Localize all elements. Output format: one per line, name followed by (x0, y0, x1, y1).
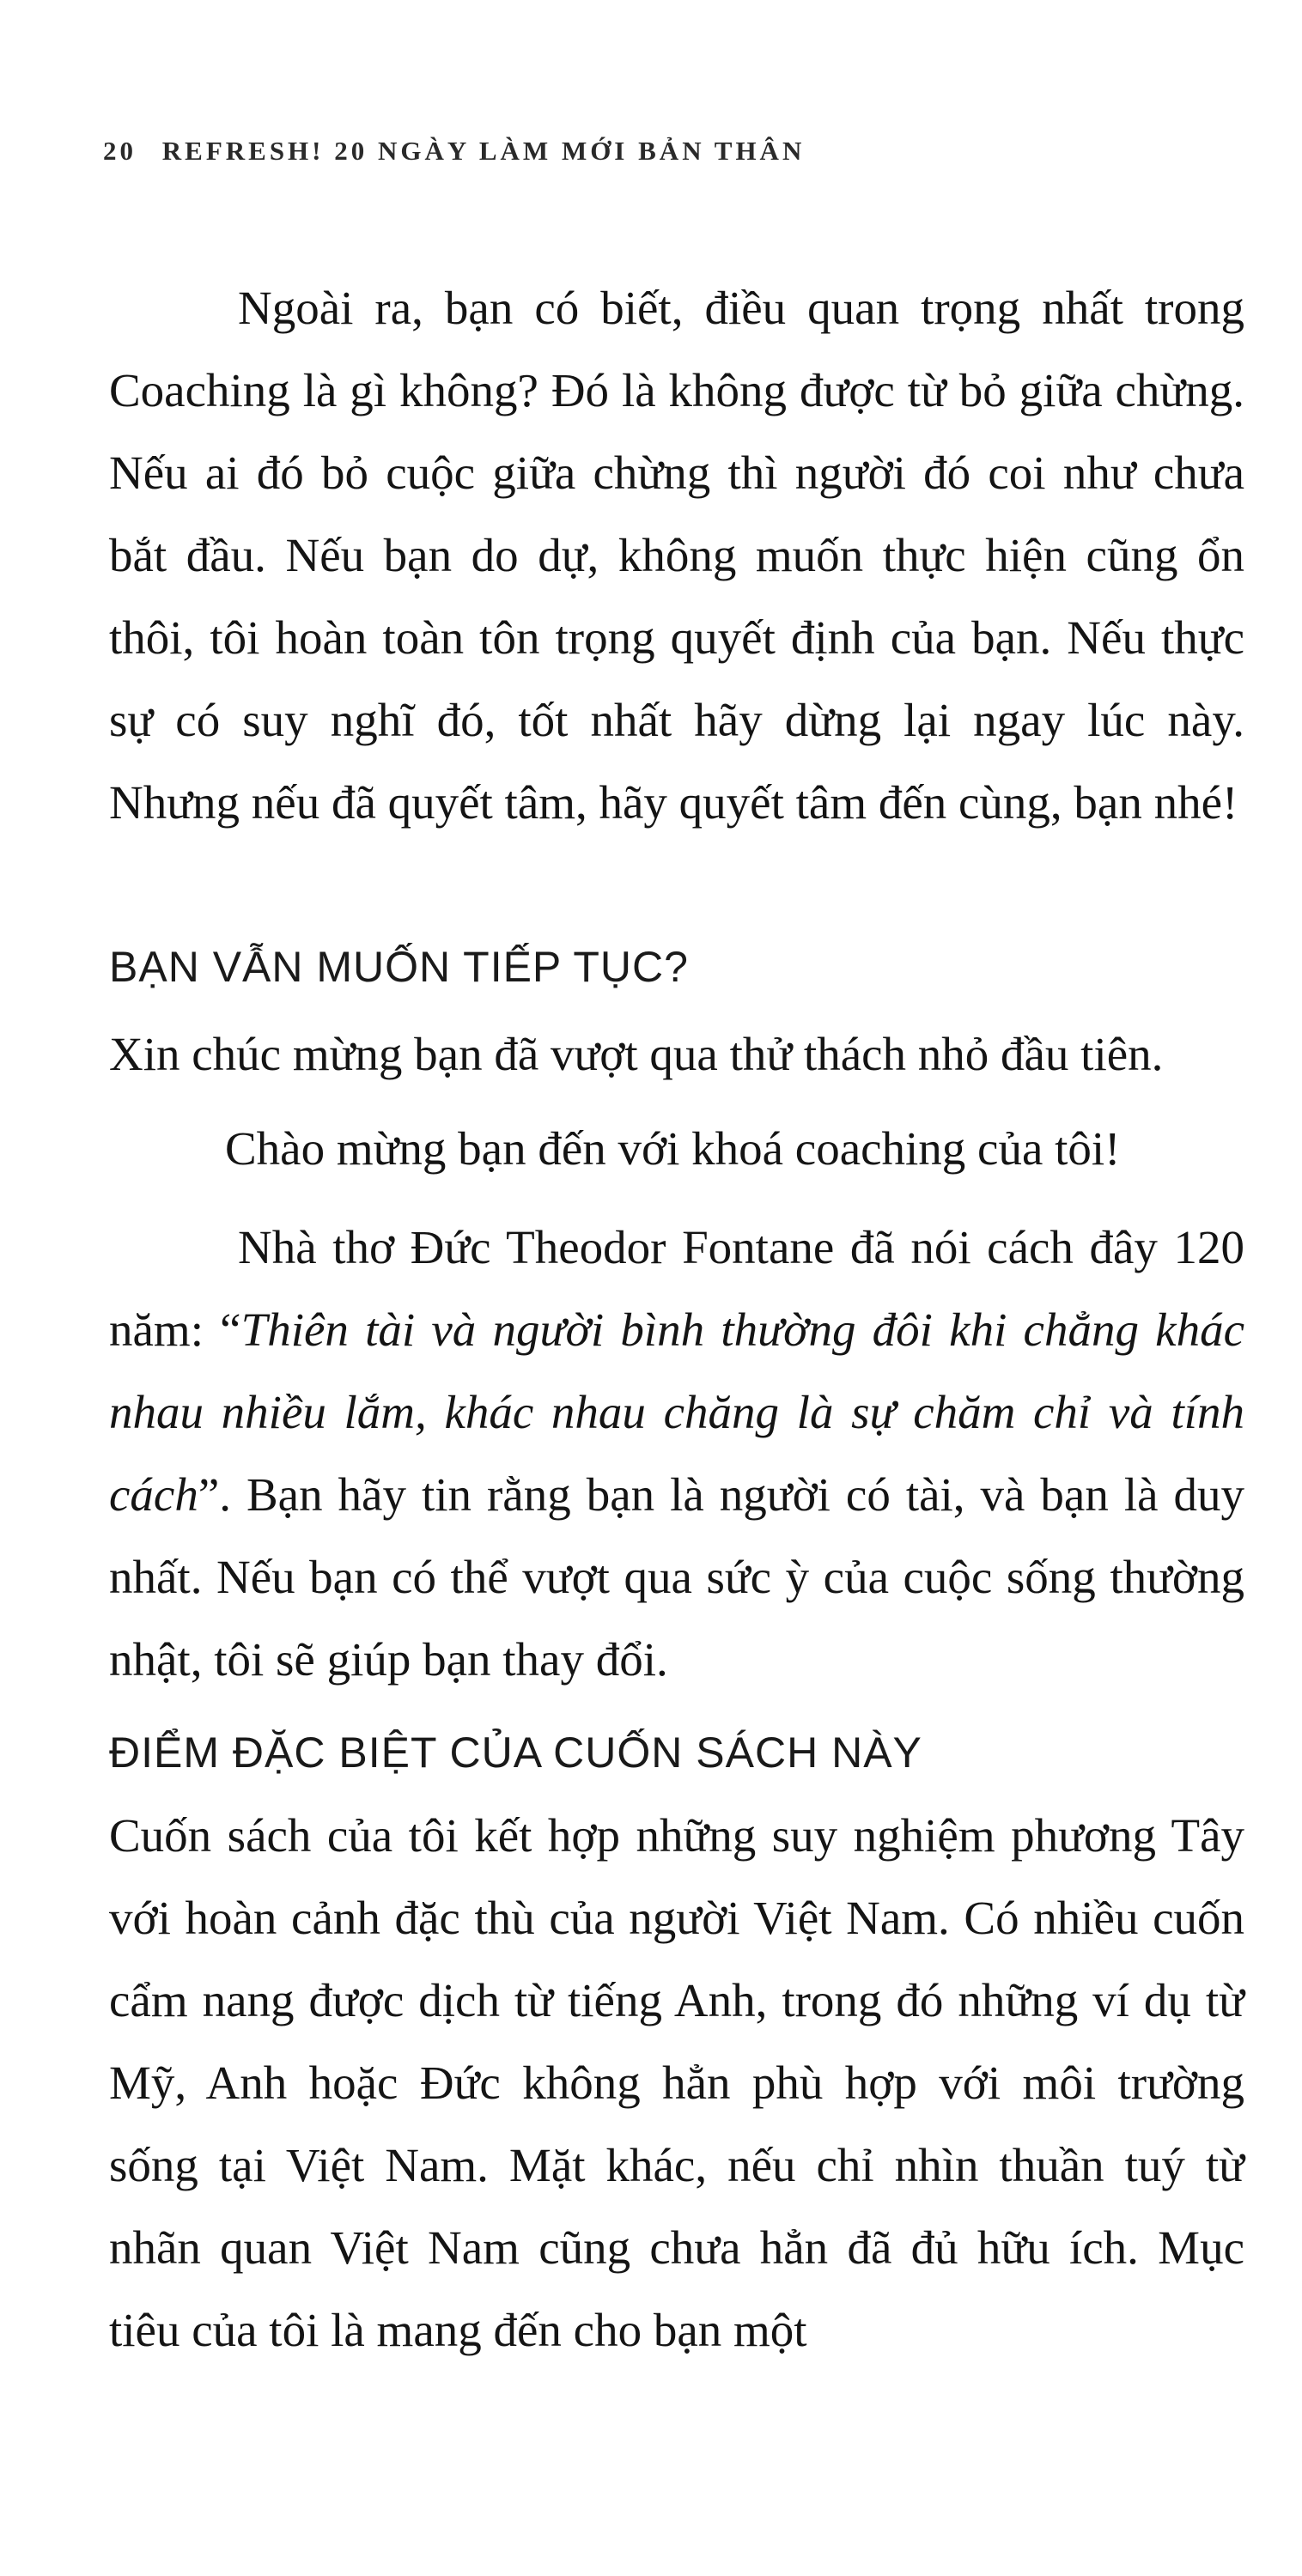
quote-tail: ”. Bạn hãy tin rằng bạn là người có tài, và bạn là duy nhất. Nếu bạn có thể vượt qua sức ỳ của cuộc sống thường nhật, tôi sẽ giúp bạn thay đổi. (109, 1468, 1244, 1686)
paragraph-congrats: Xin chúc mừng bạn đã vượt qua thử thách nhỏ đầu tiên. (109, 1028, 1164, 1080)
paragraph-fontane-quote (109, 1206, 1244, 1701)
quote-text: Thiên tài và người bình thường đôi khi chẳng khác nhau nhiều lắm, khác nhau chăng là sự chăm chỉ và tính cách (109, 1303, 1244, 1521)
paragraph-book-features: Cuốn sách của tôi kết hợp những suy nghiệm phương Tây với hoàn cảnh đặc thù của người Việt Nam. Có nhiều cuốn cẩm nang được dịch từ tiếng Anh, trong đó những ví dụ từ Mỹ, Anh hoặc Đức không hẳn phù hợp với môi trường sống tại Việt Nam. Mặt khác, nếu chỉ nhìn thuần tuý từ nhãn quan Việt Nam cũng chưa hẳn đã đủ hữu ích. Mục tiêu của tôi là mang đến cho bạn một (109, 1809, 1244, 2356)
running-header (103, 136, 1220, 167)
paragraph-intro: Ngoài ra, bạn có biết, điều quan trọng nhất trong Coaching là gì không? Đó là không được từ bỏ giữa chừng. Nếu ai đó bỏ cuộc giữa chừng thì người đó coi như chưa bắt đầu. Nếu bạn do dự, không muốn thực hiện cũng ổn thôi, tôi hoàn toàn tôn trọng quyết định của bạn. Nếu thực sự có suy nghĩ đó, tốt nhất hãy dừng lại ngay lúc này. Nhưng nếu đã quyết tâm, hãy quyết tâm đến cùng, bạn nhé! (109, 282, 1244, 829)
running-title: REFRESH! 20 NGÀY LÀM MỚI BẢN THÂN (161, 136, 806, 166)
page-number: 20 (103, 136, 137, 166)
section-heading-special: ĐIỂM ĐẶC BIỆT CỦA CUỐN SÁCH NÀY (109, 1728, 922, 1777)
section-heading-continue: BẠN VẪN MUỐN TIẾP TỤC? (109, 943, 689, 991)
paragraph-welcome: Chào mừng bạn đến với khoá coaching của tôi! (225, 1122, 1121, 1175)
quote-lead: Nhà thơ Đức Theodor Fontane đã nói cách đây 120 năm: “ (109, 1221, 1244, 1356)
